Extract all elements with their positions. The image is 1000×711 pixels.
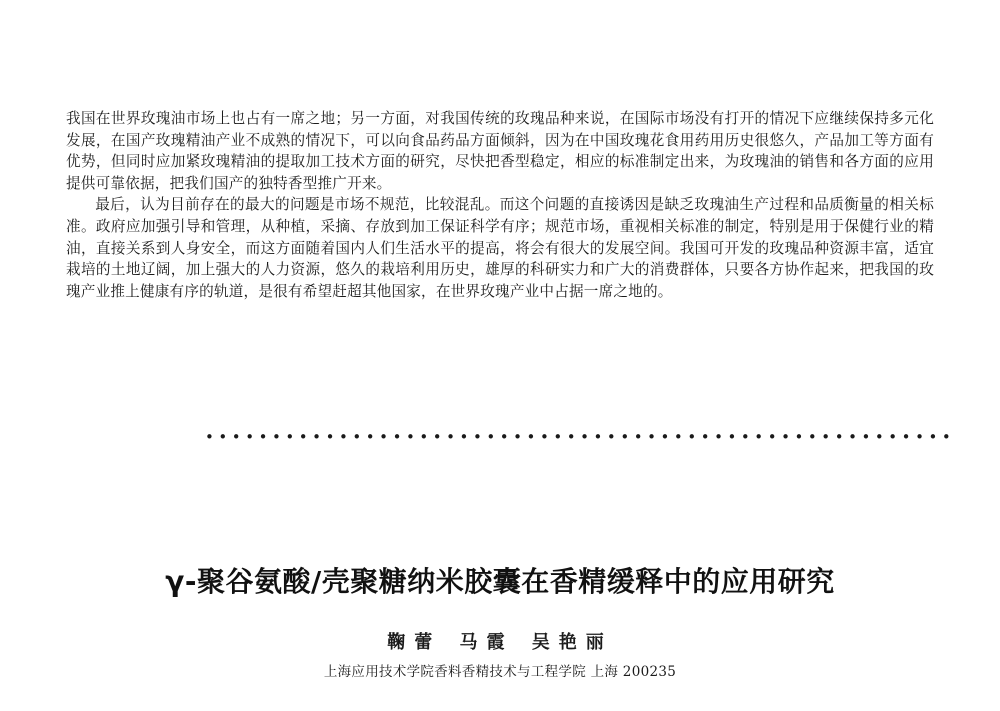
- author-name: 吴艳丽: [531, 632, 613, 653]
- dotted-separator: ••••••••••••••••••••••••••••••••••••••••••••••••••••••••: [205, 428, 956, 446]
- previous-article-body: [66, 108, 934, 302]
- body-paragraph: 我国在世界玫瑰油市场上也占有一席之地；另一方面，对我国传统的玫瑰品种来说，在国际市场没有打开的情况下应继续保持多元化发展，在国产玫瑰精油产业不成熟的情况下，可以向食品药品方面倾斜，因为在中国玫瑰花食用药用历史很悠久，产品加工等方面有优势，但同时应加紧玫瑰精油的提取加工技术方面的研究，尽快把香型稳定，相应的标准制定出来，为玫瑰油的销售和各方面的应用提供可靠依据，把我们国产的独特香型推广开来。: [66, 110, 934, 192]
- article-title: γ-聚谷氨酸/壳聚糖纳米胶囊在香精缓释中的应用研究: [165, 565, 835, 598]
- author-list: [0, 628, 1000, 654]
- author-affiliation: 上海应用技术学院香料香精技术与工程学院 上海 200235: [323, 664, 677, 680]
- author-name: 马霞: [459, 632, 514, 653]
- body-paragraph: 最后，认为目前存在的最大的问题是市场不规范，比较混乱。而这个问题的直接诱因是缺乏玫瑰油生产过程和品质衡量的相关标准。政府应加强引导和管理，从种植，采摘、存放到加工保证科学有序；规范市场，重视相关标准的制定，特别是用于保健行业的精油，直接关系到人身安全，而这方面随着国内人们生活水平的提高，将会有很大的发展空间。我国可开发的玫瑰品种资源丰富，适宜栽培的土地辽阔，加上强大的人力资源，悠久的栽培利用历史，雄厚的科研实力和广大的消费群体，只要各方协作起来，把我国的玫瑰产业推上健康有序的轨道，是很有希望赶超其他国家，在世界玫瑰产业中占据一席之地的。: [66, 196, 934, 300]
- author-name: 鞠蕾: [387, 632, 442, 653]
